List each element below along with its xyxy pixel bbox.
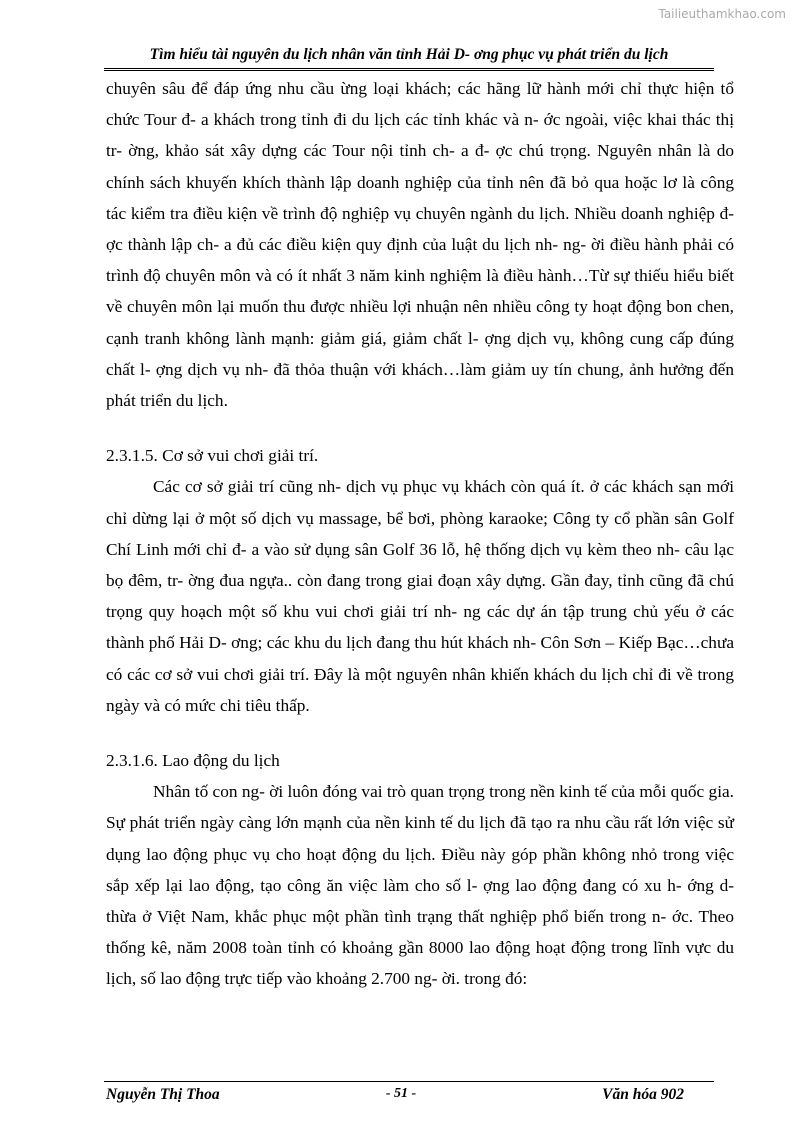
footer-author: Nguyễn Thị Thoa	[106, 1086, 220, 1103]
labor-paragraph: Nhân tố con ng- ời luôn đóng vai trò quan trọng trong nền kinh tế của mỗi quốc gia. Sự phát triển ngày càng lớn mạnh của nền kinh tế du lịch đã tạo ra nhu cầu rất lớn việc sử dụng lao động phục vụ cho hoạt động du lịch. Điều này góp phần không nhỏ trong việc sắp xếp lại lao động, tạo công ăn việc làm cho số l- ợng lao động đang có xu h- ớng d- thừa ở Việt Nam, khắc phục một phần tình trạng thất nghiệp phổ biến trong n- ớc. Theo thống kê, năm 2008 toàn tỉnh có khoảng gần 8000 lao động hoạt động trong lĩnh vực du lịch, số lao động trực tiếp vào khoảng 2.700 ng- ời. trong đó:	[106, 782, 734, 989]
entertainment-paragraph: Các cơ sở giải trí cũng nh- dịch vụ phục vụ khách còn quá ít. ở các khách sạn mới chỉ dừng lại ở một số dịch vụ massage, bể bơi, phòng karaoke; Công ty cổ phần sân Golf Chí Linh mới chỉ đ- a vào sử dụng sân Golf 36 lỗ, hệ thống dịch vụ kèm theo nh- câu lạc bọ đêm, tr- ờng đua ngựa.. còn đang trong giai đoạn xây dựng. Gần đay, tỉnh cũng đã chú trọng quy hoạch một số khu vui chơi giải trí nh- ng các dự án tập trung chủ yếu ở các thành phố Hải D- ơng; các khu du lịch đang thu hút khách nh- Côn Sơn – Kiếp Bạc…chưa có các cơ sở vui chơi giải trí. Đây là một nguyên nhân khiến khách du lịch chỉ đi về trong ngày và có mức chi tiêu thấp.	[106, 477, 734, 715]
watermark-text: Tailieuthamkhao.com	[658, 7, 786, 21]
header-divider	[104, 68, 714, 71]
page-header-title: Tìm hiểu tài nguyên du lịch nhân văn tỉnh Hải D- ơng phục vụ phát triển du lịch	[149, 46, 669, 63]
document-body	[106, 73, 734, 995]
intro-paragraph: chuyên sâu để đáp ứng nhu cầu ừng loại khách; các hãng lữ hành mới chỉ thực hiện tổ chức Tour đ- a khách trong tỉnh đi du lịch các tỉnh khác và n- ớc ngoài, việc khai thác thị tr- ờng, khảo sát xây dựng các Tour nội tỉnh ch- a đ- ợc chú trọng. Nguyên nhân là do chính sách khuyến khích thành lập doanh nghiệp của tỉnh nên đã bỏ qua hoặc lơ là công tác kiểm tra điều kiện về trình độ nghiệp vụ chuyên ngành du lịch. Nhiều doanh nghiệp đ- ợc thành lập ch- a đủ các điều kiện quy định của luật du lịch nh- ng- ời điều hành phải có trình độ chuyên môn và có ít nhất 3 năm kinh nghiệm là điều hành…Từ sự thiếu hiểu biết về chuyên môn lại muốn thu được nhiều lợi nhuận nên nhiều công ty hoạt động bon chen, cạnh tranh không lành mạnh: giảm giá, giảm chất l- ợng dịch vụ, không cung cấp đúng chất l- ợng dịch vụ nh- đã thỏa thuận với khách…làm giảm uy tín chung, ảnh hưởng đến phát triển du lịch.	[106, 79, 734, 411]
section-heading-labor: 2.3.1.6. Lao động du lịch	[106, 751, 280, 771]
page-footer	[106, 1086, 712, 1108]
footer-divider	[104, 1081, 714, 1082]
section-heading-entertainment: 2.3.1.5. Cơ sở vui chơi giải trí.	[106, 446, 319, 466]
footer-course: Văn hóa 902	[602, 1086, 684, 1103]
footer-page-number: - 51 -	[385, 1086, 417, 1101]
